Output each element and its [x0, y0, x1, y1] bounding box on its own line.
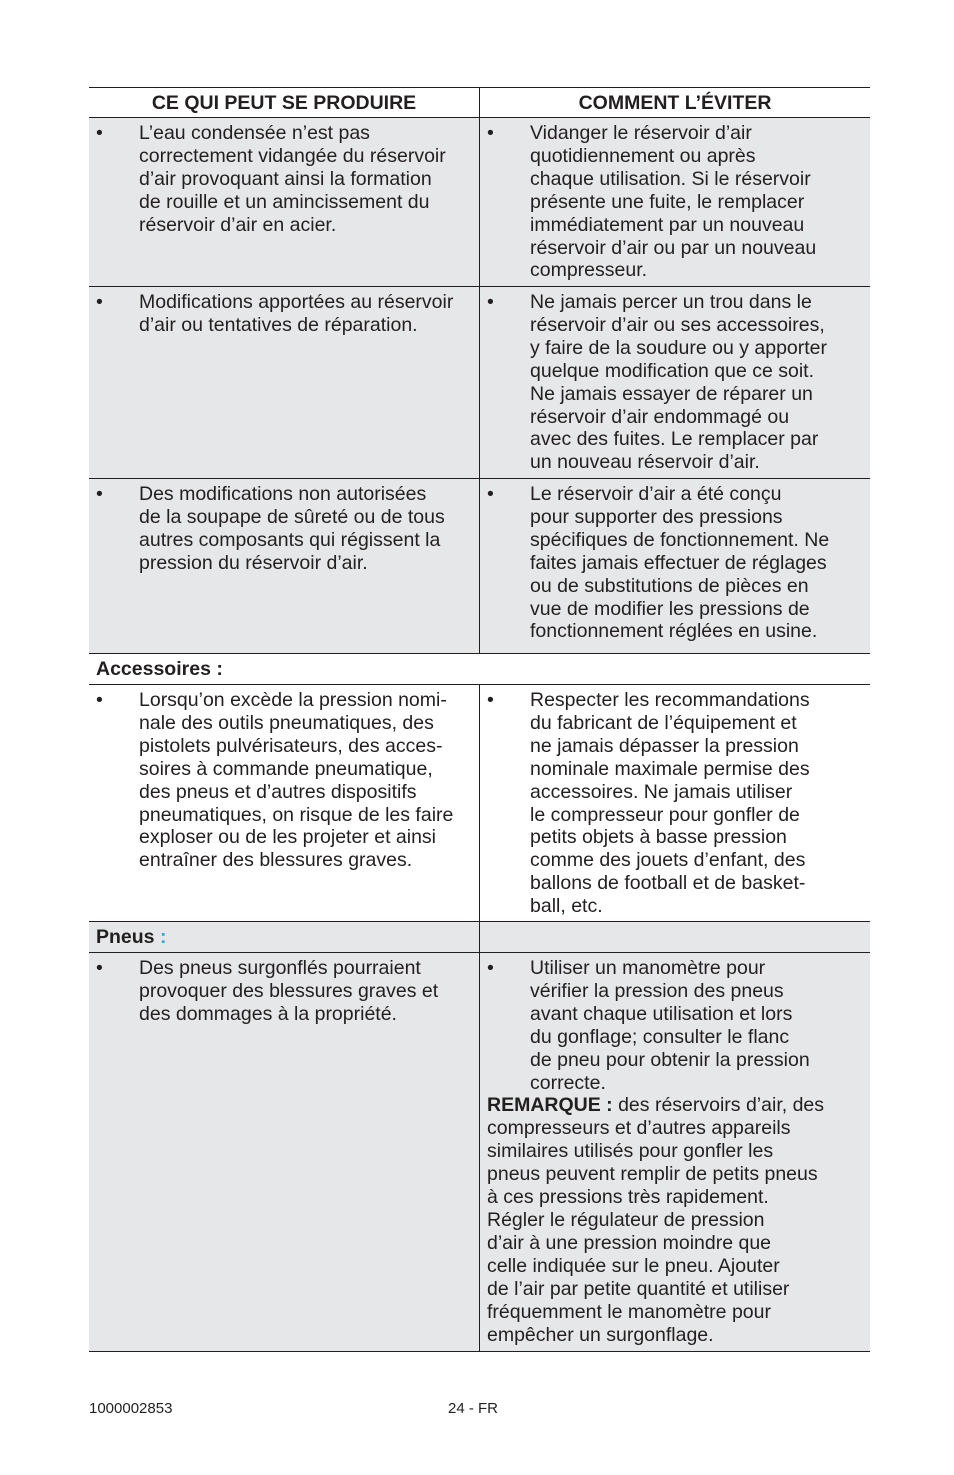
document-number: 1000002853: [89, 1400, 173, 1417]
table-row: [89, 118, 870, 287]
list-item: [487, 122, 862, 282]
page-number: 24 - FR: [448, 1400, 499, 1417]
table-row: [89, 479, 870, 654]
section-title: Pneus :: [89, 922, 479, 952]
list-item: [487, 957, 862, 1094]
hazard-text: L’eau condensée n’est pas correctement vidangée du réservoir d’air provoquant ainsi la formation de rouille et un amincissement du réservoir d’air en acier.: [139, 122, 446, 236]
header-what-can-happen: CE QUI PEUT SE PRODUIRE: [89, 88, 479, 117]
bullet-icon: •: [96, 957, 103, 979]
section-pneus: [89, 922, 870, 953]
list-item: [487, 291, 862, 474]
bullet-icon: •: [96, 122, 103, 144]
note-text: des réservoirs d’air, des compresseurs et d’autres appareils similaires utilisés pour gonfler les pneus peuvent remplir de petits pneus à ces pressions très rapidement. Régler le régulateur de pression d’air à une pression moindre que celle indiquée sur le pneu. Ajouter de l’air par petite quantité et utiliser fréquemment le manomètre pour empêcher un surgonflage.: [487, 1094, 825, 1346]
bullet-icon: •: [487, 957, 494, 979]
list-item: [487, 689, 862, 918]
list-item: [96, 291, 471, 337]
bullet-icon: •: [96, 689, 103, 711]
prevention-text: Ne jamais percer un trou dans le réservoir d’air ou ses accessoires, y faire de la soudure ou y apporter quelque modification que ce soit. Ne jamais essayer de réparer un réservoir d’air endommagé ou avec des fuites. Le remplacer par un nouveau réservoir d’air.: [530, 291, 828, 474]
list-item: [96, 689, 471, 872]
bullet-icon: •: [96, 483, 103, 505]
prevention-text: Vidanger le réservoir d’air quotidiennement ou après chaque utilisation. Si le réservoir présente une fuite, le remplacer immédiatement par un nouveau réservoir d’air ou par un nouveau compresseur.: [530, 122, 817, 282]
table-row: [89, 287, 870, 479]
safety-table: [89, 87, 870, 1352]
list-item: [96, 957, 471, 1026]
bullet-icon: •: [96, 291, 103, 313]
prevention-text: Utiliser un manomètre pour vérifier la pression des pneus avant chaque utilisation et lors du gonflage; consulter le flanc de pneu pour obtenir la pression correcte.: [530, 957, 810, 1094]
header-how-to-prevent: COMMENT L’ÉVITER: [479, 88, 870, 117]
table-row: [89, 953, 870, 1352]
bullet-icon: •: [487, 689, 494, 711]
bullet-icon: •: [487, 122, 494, 144]
hazard-text: Modifications apportées au réservoir d’air ou tentatives de réparation.: [139, 291, 454, 336]
list-item: [96, 483, 471, 575]
note-paragraph: [487, 1094, 862, 1346]
section-title: Accessoires :: [96, 658, 223, 680]
table-row: [89, 685, 870, 922]
hazard-text: Des modifications non autorisées de la soupape de sûreté ou de tous autres composants qui régissent la pression du réservoir d’air.: [139, 483, 445, 574]
note-label: REMARQUE :: [487, 1094, 613, 1117]
list-item: [487, 483, 862, 643]
prevention-text: Le réservoir d’air a été conçu pour supporter des pressions spécifiques de fonctionnement. Ne faites jamais effectuer de réglages ou de substitutions de pièces en vue de modifier les pressions de fonctionnement réglées en usine.: [530, 483, 830, 643]
hazard-text: Des pneus surgonflés pourraient provoquer des blessures graves et des dommages à la propriété.: [139, 957, 439, 1025]
list-item: [96, 122, 471, 237]
bullet-icon: •: [487, 291, 494, 313]
hazard-text: Lorsqu’on excède la pression nomi- nale des outils pneumatiques, des pistolets pulvérisateurs, des acces- soires à commande pneumatique, des pneus et d’autres dispositifs pneumatiques, on risque de les faire exploser ou de les projeter et ainsi entraîner des blessures graves.: [139, 689, 454, 872]
table-header-row: [89, 88, 870, 118]
prevention-text: Respecter les recommandations du fabricant de l’équipement et ne jamais dépasser la pression nominale maximale permise des accessoires. Ne jamais utiliser le compresseur pour gonfler de petits objets à basse pression comme des jouets d’enfant, des ballons de football et de basket- ball, etc.: [530, 689, 810, 918]
bullet-icon: •: [487, 483, 494, 505]
section-accessoires: [89, 654, 870, 685]
